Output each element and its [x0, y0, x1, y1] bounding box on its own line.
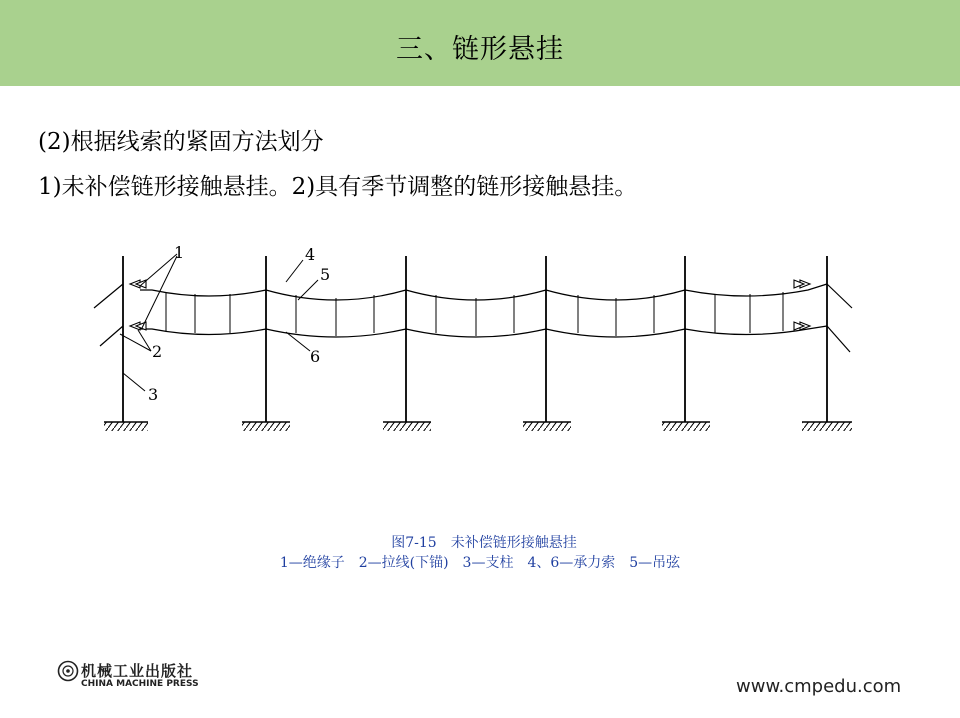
callout-3: 3 — [148, 385, 159, 404]
contact-wire — [140, 326, 827, 337]
ground-hatching — [104, 422, 852, 431]
callout-5: 5 — [320, 265, 331, 284]
website-link[interactable]: www.cmpedu.com — [736, 676, 902, 697]
publisher-name-cn: 机械工业出版社 — [81, 662, 194, 680]
guy-wires — [94, 284, 852, 352]
body-line-2: 1)未补偿链形接触悬挂。2)具有季节调整的链形接触悬挂。 — [38, 174, 638, 200]
insulators-right — [794, 280, 810, 330]
publisher-logo — [57, 660, 199, 689]
callout-4: 4 — [305, 245, 316, 264]
publisher-emblem-icon — [57, 660, 79, 682]
callout-1: 1 — [174, 243, 185, 262]
support-poles — [123, 256, 827, 422]
callout-2: 2 — [152, 342, 163, 361]
callout-6: 6 — [310, 347, 321, 366]
publisher-name-en: CHINA MACHINE PRESS — [81, 679, 199, 689]
figure-caption-legend: 1—绝缘子 2—拉线(下锚) 3—支柱 4、6—承力索 5—吊弦 — [279, 555, 681, 571]
insulators-left — [130, 280, 146, 330]
messenger-wire — [140, 284, 827, 300]
header-band — [0, 0, 960, 86]
figure-caption-title: 图7-15 未补偿链形接触悬挂 — [391, 535, 577, 551]
catenary-diagram — [90, 236, 860, 441]
slide-title: 三、链形悬挂 — [396, 34, 564, 65]
body-line-1: (2)根据线索的紧固方法划分 — [38, 129, 324, 155]
leader-lines — [120, 254, 321, 391]
